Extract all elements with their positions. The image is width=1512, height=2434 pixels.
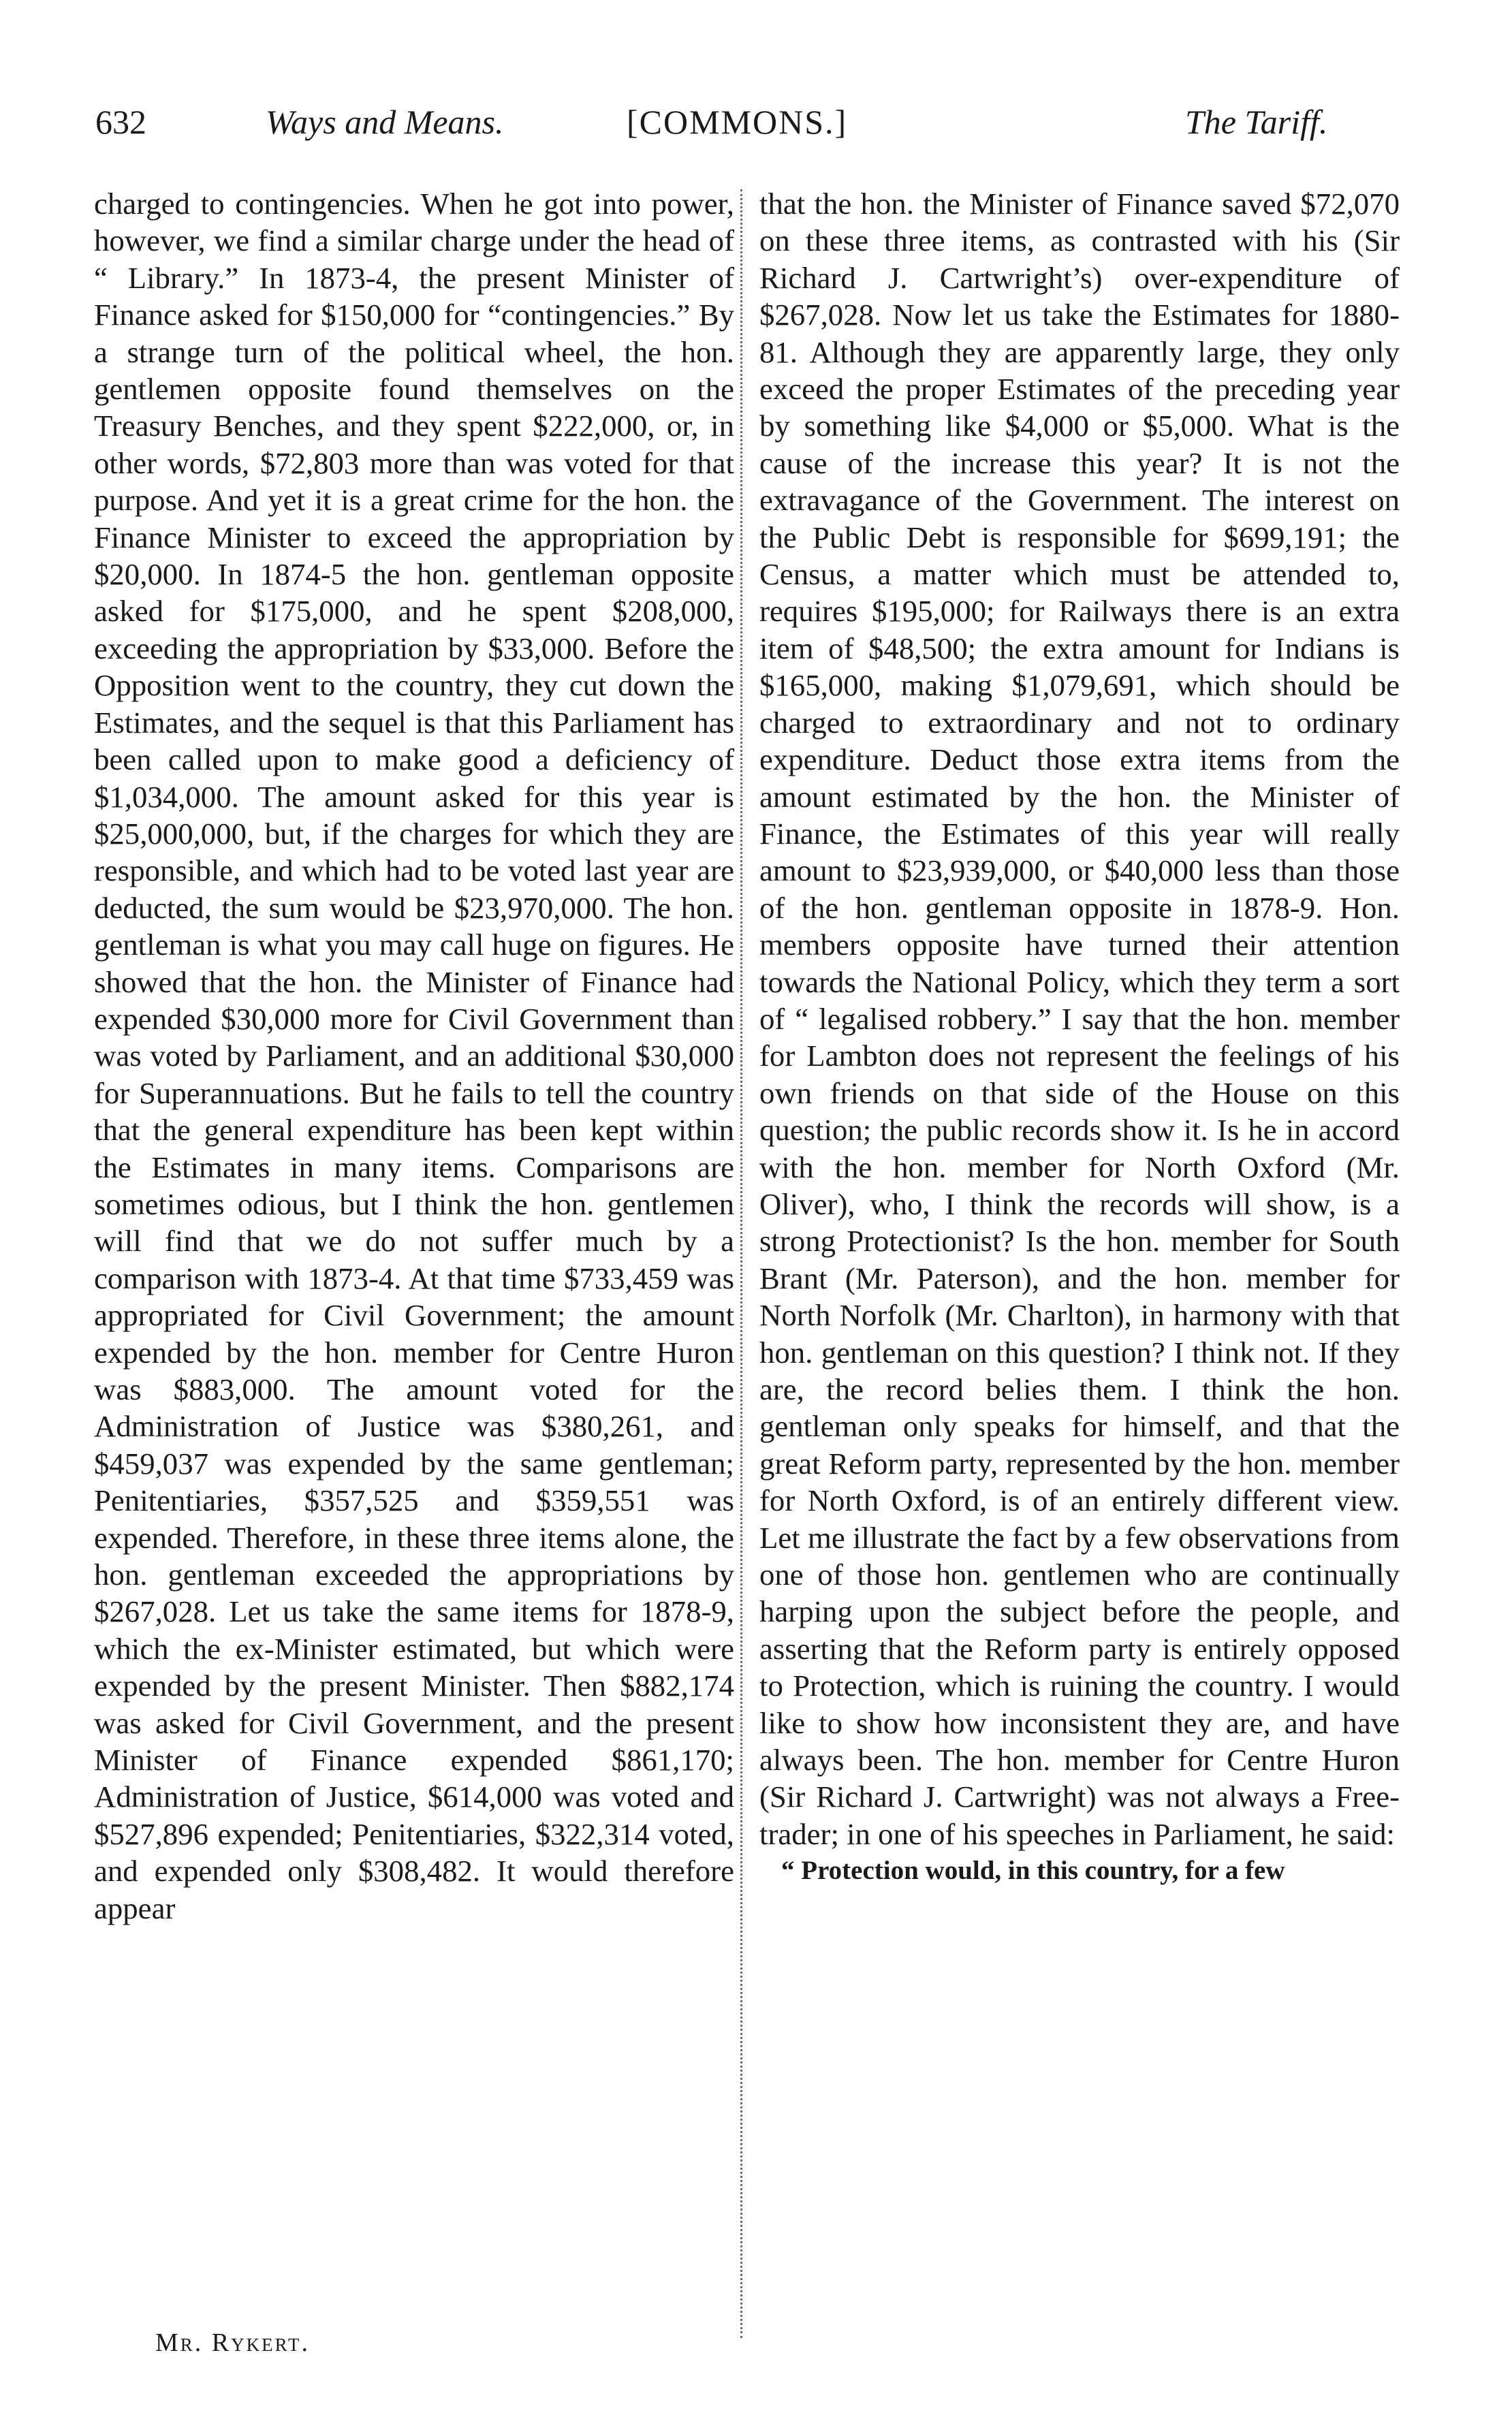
column-divider xyxy=(740,189,742,2338)
running-head-left: Ways and Means. xyxy=(266,103,504,141)
left-column xyxy=(94,185,734,1927)
page-header xyxy=(95,102,1403,150)
quotation-start: “ Protection would, in this country, for a few xyxy=(781,1856,1285,1886)
running-head-center: [COMMONS.] xyxy=(627,103,848,141)
right-column-text: that the hon. the Minister of Finance saved $72,070 on these three items, as contrasted with his (Sir Richard J. Cartwright’s) over-expenditure of $267,028. Now let us take the Estimates for 1880-81. Although they are apparently large, they only exceed the proper Estimates of the preceding year by something like $4,000 or $5,000. What is the cause of the increase this year? It is not the extravagance of the Government. The interest on the Public Debt is responsible for $699,191; the Census, a matter which must be attended to, requires $195,000; for Railways there is an extra item of $48,500; the extra amount for Indians is $165,000, making $1,079,691, which should be charged to extraordinary and not to ordinary expenditure. Deduct those extra items from the amount estimated by the hon. the Minister of Finance, the Estimates of this year will really amount to $23,939,000, or $40,000 less than those of the hon. gentleman opposite in 1878-9. Hon. members opposite have turned their attention towards the National Policy, which they term a sort of “ legalised robbery.” I say that the hon. member for Lambton does not represent the feelings of his own friends on that side of the House on this question; the public records show it. Is he in accord with the hon. member for North Oxford (Mr. Oliver), who, I think the records will show, is a strong Protectionist? Is the hon. member for South Brant (Mr. Paterson), and the hon. member for North Norfolk (Mr. Charlton), in harmony with that hon. gentleman on this question? I think not. If they are, the record belies them. I think the hon. gentleman only speaks for himself, and that the great Reform party, represented by the hon. member for North Oxford, is of an entirely different view. Let me illustrate the fact by a few observations from one of those hon. gentlemen who are continually harping upon the subject before the people, and asserting that the Reform party is entirely opposed to Protection, which is ruining the country. I would like to show how inconsistent they are, and have always been. The hon. member for Centre Huron (Sir Richard J. Cartwright) was not always a Free-trader; in one of his speeches in Parliament, he said: xyxy=(759,187,1400,1851)
right-column xyxy=(759,185,1400,1890)
left-column-text: charged to contingencies. When he got into power, however, we find a similar charge under the head of “ Library.” In 1873-4, the present Minister of Finance asked for $150,000 for “contingencies.” By a strange turn of the political wheel, the hon. gentlemen opposite found themselves on the Treasury Benches, and they spent $222,000, or, in other words, $72,803 more than was voted for that purpose. And yet it is a great crime for the hon. the Finance Minister to exceed the appropriation by $20,000. In 1874-5 the hon. gentleman opposite asked for $175,000, and he spent $208,000, exceeding the appropriation by $33,000. Before the Opposition went to the country, they cut down the Estimates, and the sequel is that this Parliament has been called upon to make good a deficiency of $1,034,000. The amount asked for this year is $25,000,000, but, if the charges for which they are responsible, and which had to be voted last year are deducted, the sum would be $23,970,000. The hon. gentleman is what you may call huge on figures. He showed that the hon. the Minister of Finance had expended $30,000 more for Civil Government than was voted by Parliament, and an additional $30,000 for Superannuations. But he fails to tell the country that the general expenditure has been kept within the Estimates in many items. Comparisons are sometimes odious, but I think the hon. gentlemen will find that we do not suffer much by a comparison with 1873-4. At that time $733,459 was appropriated for Civil Government; the amount expended by the hon. member for Centre Huron was $883,000. The amount voted for the Administration of Justice was $380,261, and $459,037 was expended by the same gentleman; Penitentiaries, $357,525 and $359,551 was expended. Therefore, in these three items alone, the hon. gentleman exceeded the appropriations by $267,028. Let us take the same items for 1878-9, which the ex-Minister estimated, but which were expended by the present Minister. Then $882,174 was asked for Civil Government, and the present Minister of Finance expended $861,170; Administration of Justice, $614,000 was voted and $527,896 expended; Penitentiaries, $322,314 voted, and expended only $308,482. It would therefore appear xyxy=(94,187,734,1925)
page-number: 632 xyxy=(95,103,146,141)
speaker-name: Mr. Rykert. xyxy=(155,2328,311,2357)
running-head-right: The Tariff. xyxy=(1185,103,1328,141)
